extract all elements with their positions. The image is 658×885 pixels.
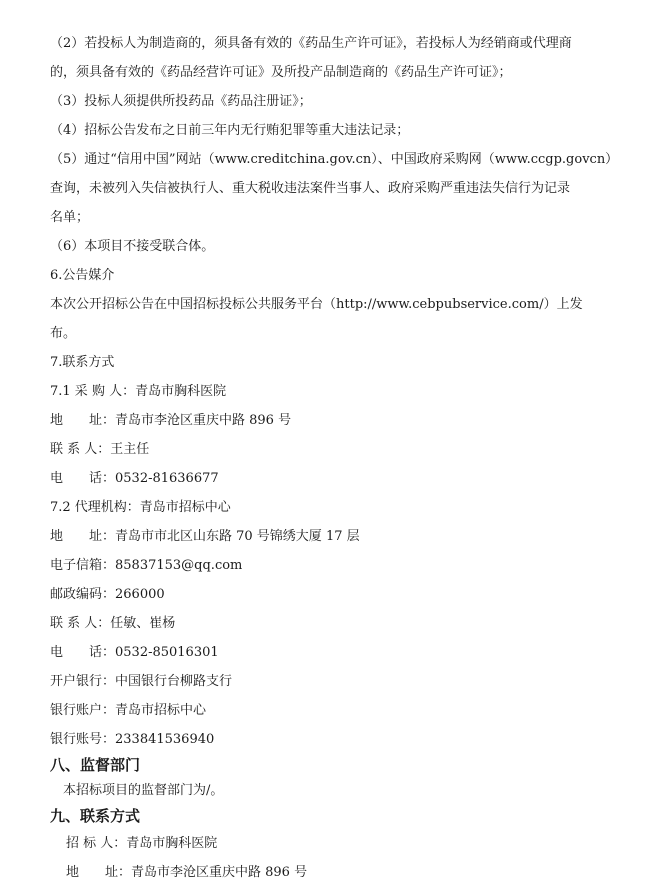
requirement-item-5-line-2: 查询，未被列入失信被执行人、重大税收违法案件当事人、政府采购严重违法失信行为记录 [50, 181, 571, 196]
media-section-title: 6.公告媒介 [50, 268, 115, 283]
media-text-line-1: 本次公开招标公告在中国招标投标公共服务平台（http://www.cebpubservice.com/）上发 [50, 297, 583, 312]
requirement-item-3: （3）投标人须提供所投药品《药品注册证》； [50, 94, 312, 109]
requirement-item-2-line-2: 的，须具备有效的《药品经营许可证》及所投产品制造商的《药品生产许可证》； [50, 65, 512, 80]
purchaser-name: 7.1 采 购 人：青岛市胸科医院 [50, 384, 227, 399]
tenderer-name: 招 标 人：青岛市胸科医院 [66, 836, 218, 851]
requirement-item-5-line-3: 名单； [50, 210, 90, 225]
media-text-line-2: 布。 [50, 326, 77, 341]
agency-postcode: 邮政编码：266000 [50, 587, 165, 602]
purchaser-contact-person: 联 系 人：王主任 [50, 442, 150, 457]
requirement-item-2-line-1: （2）若投标人为制造商的，须具备有效的《药品生产许可证》，若投标人为经销商或代理商 [50, 36, 572, 51]
agency-address: 地 址：青岛市市北区山东路 70 号锦绣大厦 17 层 [50, 529, 360, 544]
requirement-item-5-line-1: （5）通过“信用中国”网站（www.creditchina.gov.cn）、中国政府采购网（www.ccgp.govcn） [50, 152, 619, 167]
bank-account-number: 银行账号：233841536940 [50, 732, 215, 747]
agency-name: 7.2 代理机构：青岛市招标中心 [50, 500, 231, 515]
bank-name: 开户银行：中国银行台柳路支行 [50, 674, 233, 689]
contact-section-title: 7.联系方式 [50, 355, 115, 370]
agency-email: 电子信箱：85837153@qq.com [50, 558, 243, 573]
bank-account-name: 银行账户：青岛市招标中心 [50, 703, 207, 718]
section-9-heading: 九、联系方式 [50, 807, 141, 825]
tenderer-address: 地 址：青岛市李沧区重庆中路 896 号 [66, 865, 308, 880]
requirement-item-4: （4）招标公告发布之日前三年内无行贿犯罪等重大违法记录； [50, 123, 410, 138]
agency-phone: 电 话：0532-85016301 [50, 645, 219, 660]
supervision-heading: 八、监督部门 [50, 756, 141, 774]
requirement-item-6: （6）本项目不接受联合体。 [50, 239, 215, 254]
purchaser-phone: 电 话：0532-81636677 [50, 471, 219, 486]
supervision-text: 本招标项目的监督部门为/。 [63, 783, 224, 798]
purchaser-address: 地 址：青岛市李沧区重庆中路 896 号 [50, 413, 292, 428]
agency-contact-person: 联 系 人：任敏、崔杨 [50, 616, 176, 631]
